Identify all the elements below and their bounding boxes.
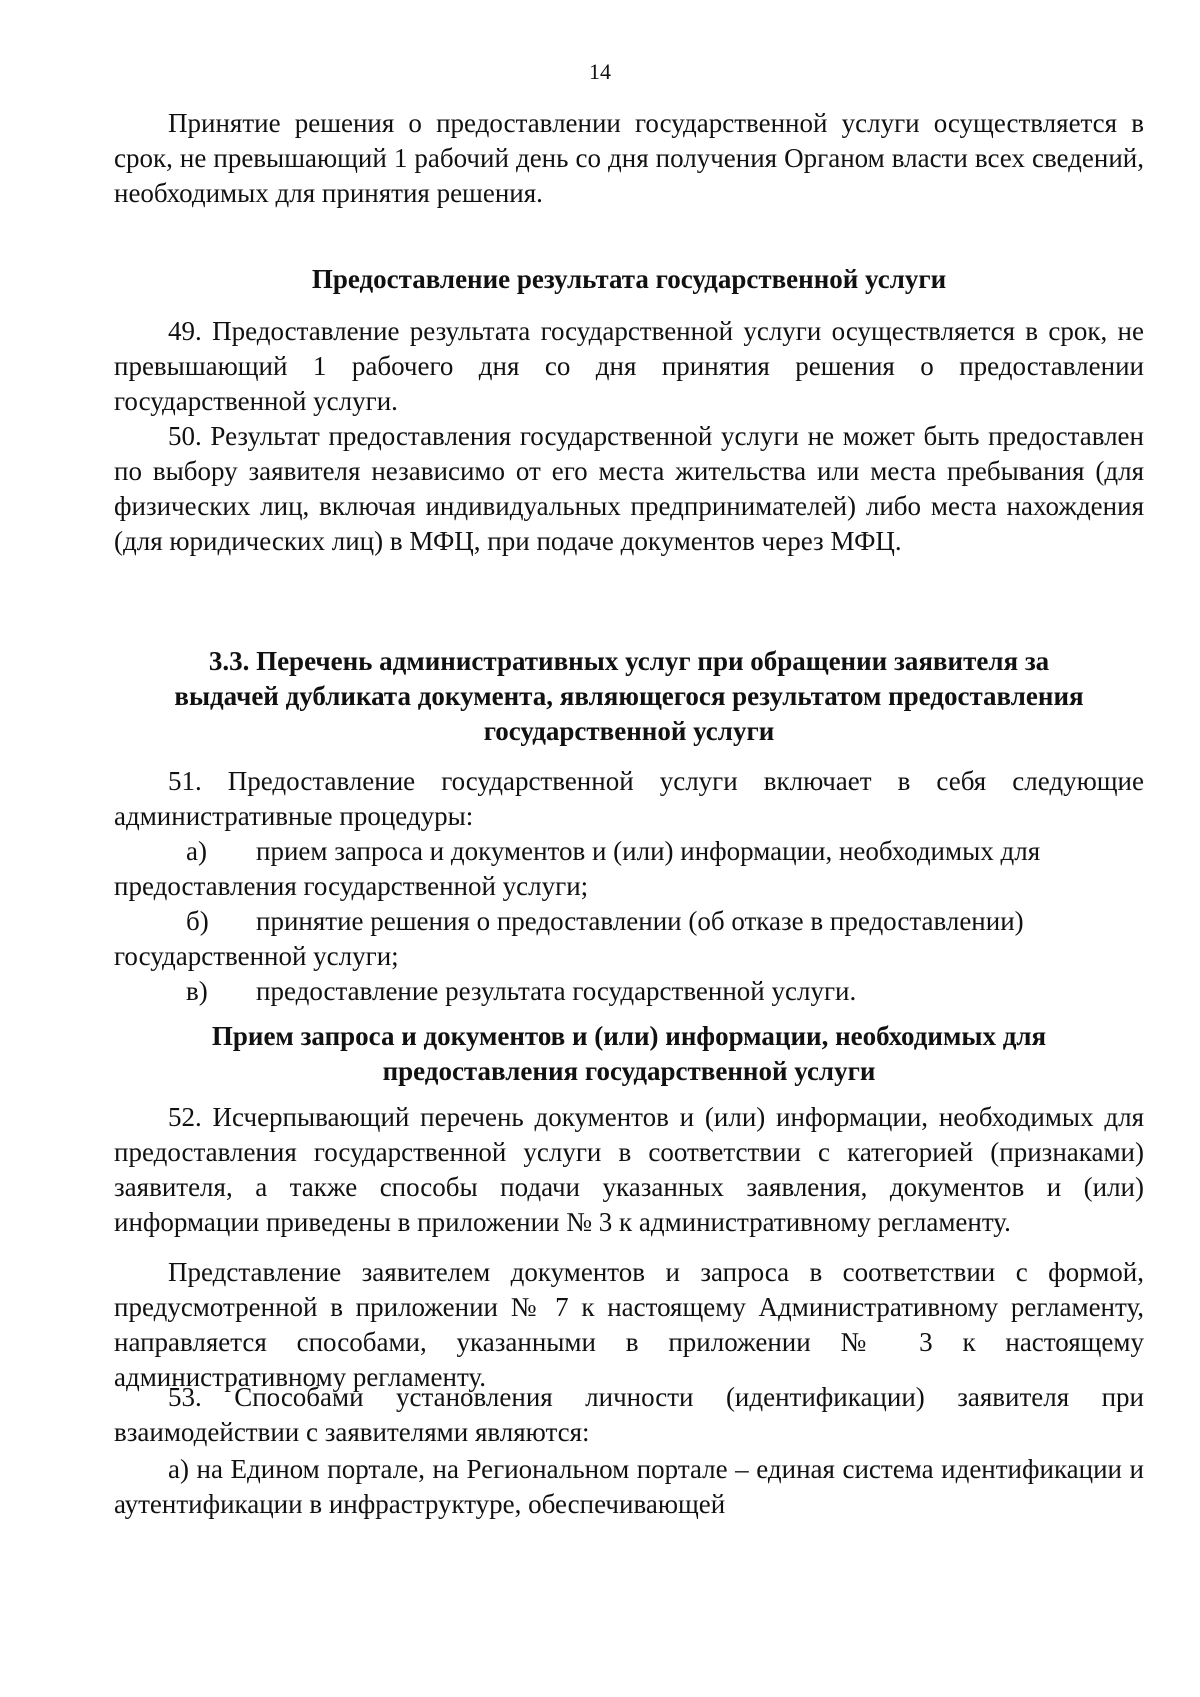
paragraph-53-a: а) на Едином портале, на Региональном портале – единая система идентификации и аутентификации в инфраструктуре, обеспечивающей	[114, 1454, 1144, 1519]
paragraph-52-continued: Представление заявителем документов и запроса в соответствии с формой, предусмотренной в приложении № 7 к настоящему Административному регламенту, направляется способами, указанными в приложении № 3 к настоящему административному регламенту.	[114, 1257, 1144, 1392]
paragraph-51: 51. Предоставление государственной услуги включает в себя следующие административные процедуры: а) прием запроса и документов и (или) информации, необходимых для предоставления государственной услуги; б) принятие решения о предоставлении (об отказе в предоставлении) государственной услуги; в) предоставление результата государственной услуги.	[114, 764, 1144, 1009]
list-item-b: б) принятие решения о предоставлении (об отказе в предоставлении)	[186, 906, 1024, 936]
page-number: 14	[589, 59, 611, 84]
intro-paragraph: Принятие решения о предоставлении государственной услуги осуществляется в срок, не превышающий 1 рабочий день со дня получения Органом власти всех сведений, необходимых для принятия решения.	[114, 108, 1144, 208]
heading-result: Предоставление результата государственной услуги	[311, 264, 947, 294]
paragraph-53: 53. Способами установления личности (идентификации) заявителя при взаимодействии с заявителями являются:	[114, 1382, 1144, 1447]
list-item-a: а) прием запроса и документов и (или) информации, необходимых для	[186, 836, 1041, 866]
heading-request: Прием запроса и документов и (или) информации, необходимых для предоставления государственной услуги	[211, 1021, 1047, 1086]
paragraph-49: 49. Предоставление результата государственной услуги осуществляется в срок, не превышающий 1 рабочего дня со дня принятия решения о предоставлении государственной услуги.	[114, 316, 1144, 416]
paragraph-50: 50. Результат предоставления государственной услуги не может быть предоставлен по выбору заявителя независимо от его места жительства или места пребывания (для физических лиц, включая индивидуальных предпринимателей) либо места нахождения (для юридических лиц) в МФЦ, при подаче документов через МФЦ.	[114, 421, 1144, 556]
list-item-v: в) предоставление результата государственной услуги.	[186, 976, 857, 1006]
heading-3-3: 3.3. Перечень административных услуг при обращении заявителя за выдачей дубликата документа, являющегося результатом предоставления государственной услуги	[174, 646, 1084, 746]
paragraph-52: 52. Исчерпывающий перечень документов и (или) информации, необходимых для предоставления государственной услуги в соответствии с категорией (признаками) заявителя, а также способы подачи указанных заявления, документов и (или) информации приведены в приложении № 3 к административному регламенту.	[114, 1102, 1144, 1237]
